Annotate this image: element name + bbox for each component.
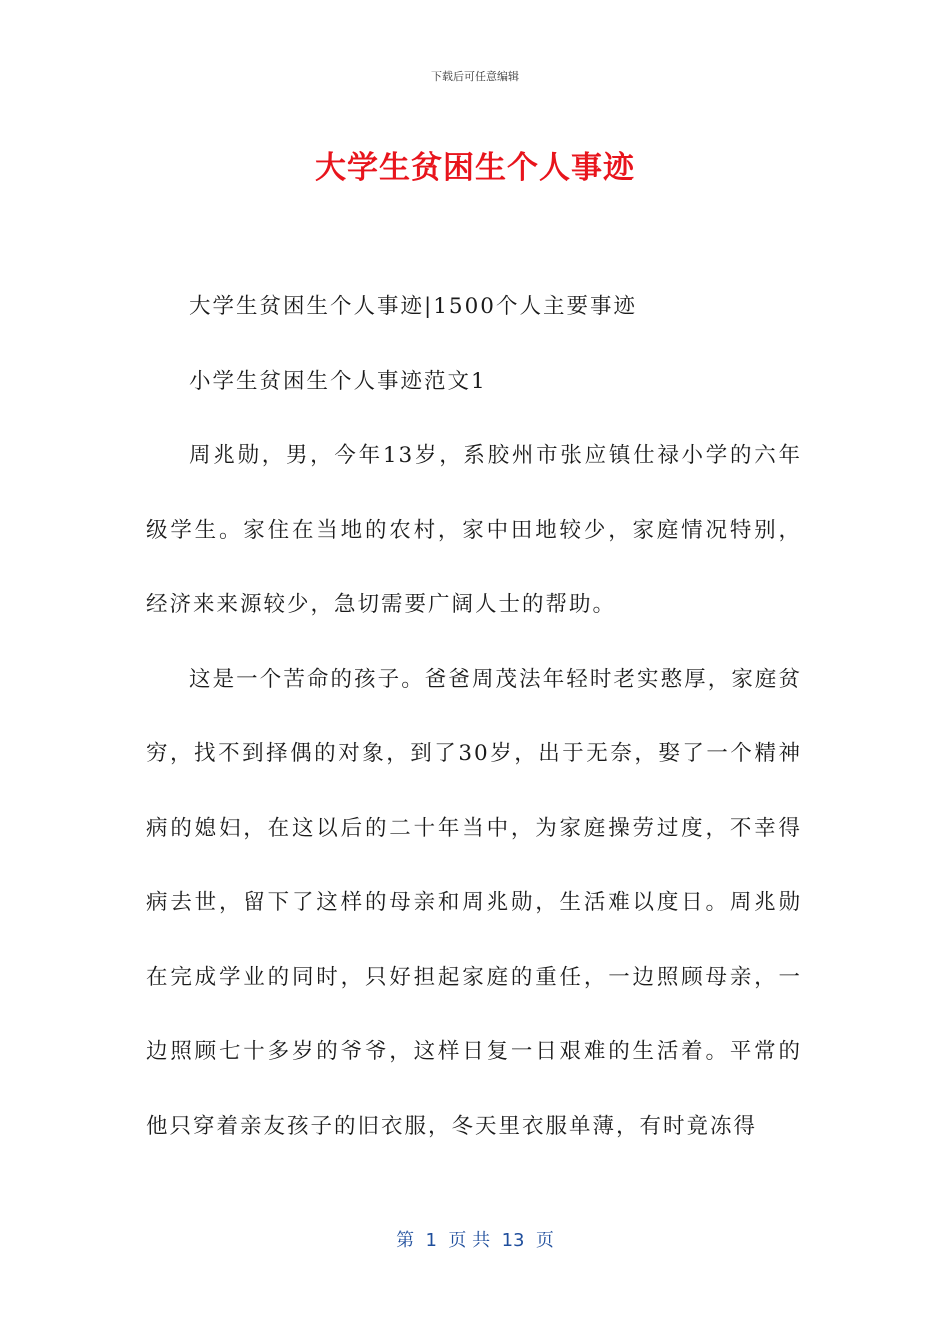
document-title: 大学生贫困生个人事迹: [315, 150, 635, 186]
paragraph-intro: 周兆勋，男，今年13岁，系胶州市张应镇仕禄小学的六年级学生。家住在当地的农村，家中田地较少，家庭情况特别，经济来来源较少，急切需要广阔人士的帮助。: [146, 443, 802, 617]
page-number-footer: 第 1 页 共 13 页: [396, 1230, 554, 1251]
paragraph-section-heading: 小学生贫困生个人事迹范文1: [189, 368, 487, 394]
paragraph-subtitle: 大学生贫困生个人事迹|1500个人主要事迹: [189, 294, 637, 319]
header-note: 下载后可任意编辑: [431, 70, 519, 83]
paragraph-story: 这是一个苦命的孩子。爸爸周茂法年轻时老实憨厚，家庭贫穷，找不到择偶的对象，到了30岁，出于无奈，娶了一个精神病的媳妇，在这以后的二十年当中，为家庭操劳过度，不幸得病去世，留下了这样的母亲和周兆勋，生活难以度日。周兆勋在完成学业的同时，只好担起家庭的重任，一边照顾母亲，一边照顾七十多岁的爷爷，这样日复一日艰难的生活着。平常的他只穿着亲友孩子的旧衣服，冬天里衣服单薄，有时竟冻得: [146, 666, 802, 1139]
document-body: [146, 270, 802, 1164]
